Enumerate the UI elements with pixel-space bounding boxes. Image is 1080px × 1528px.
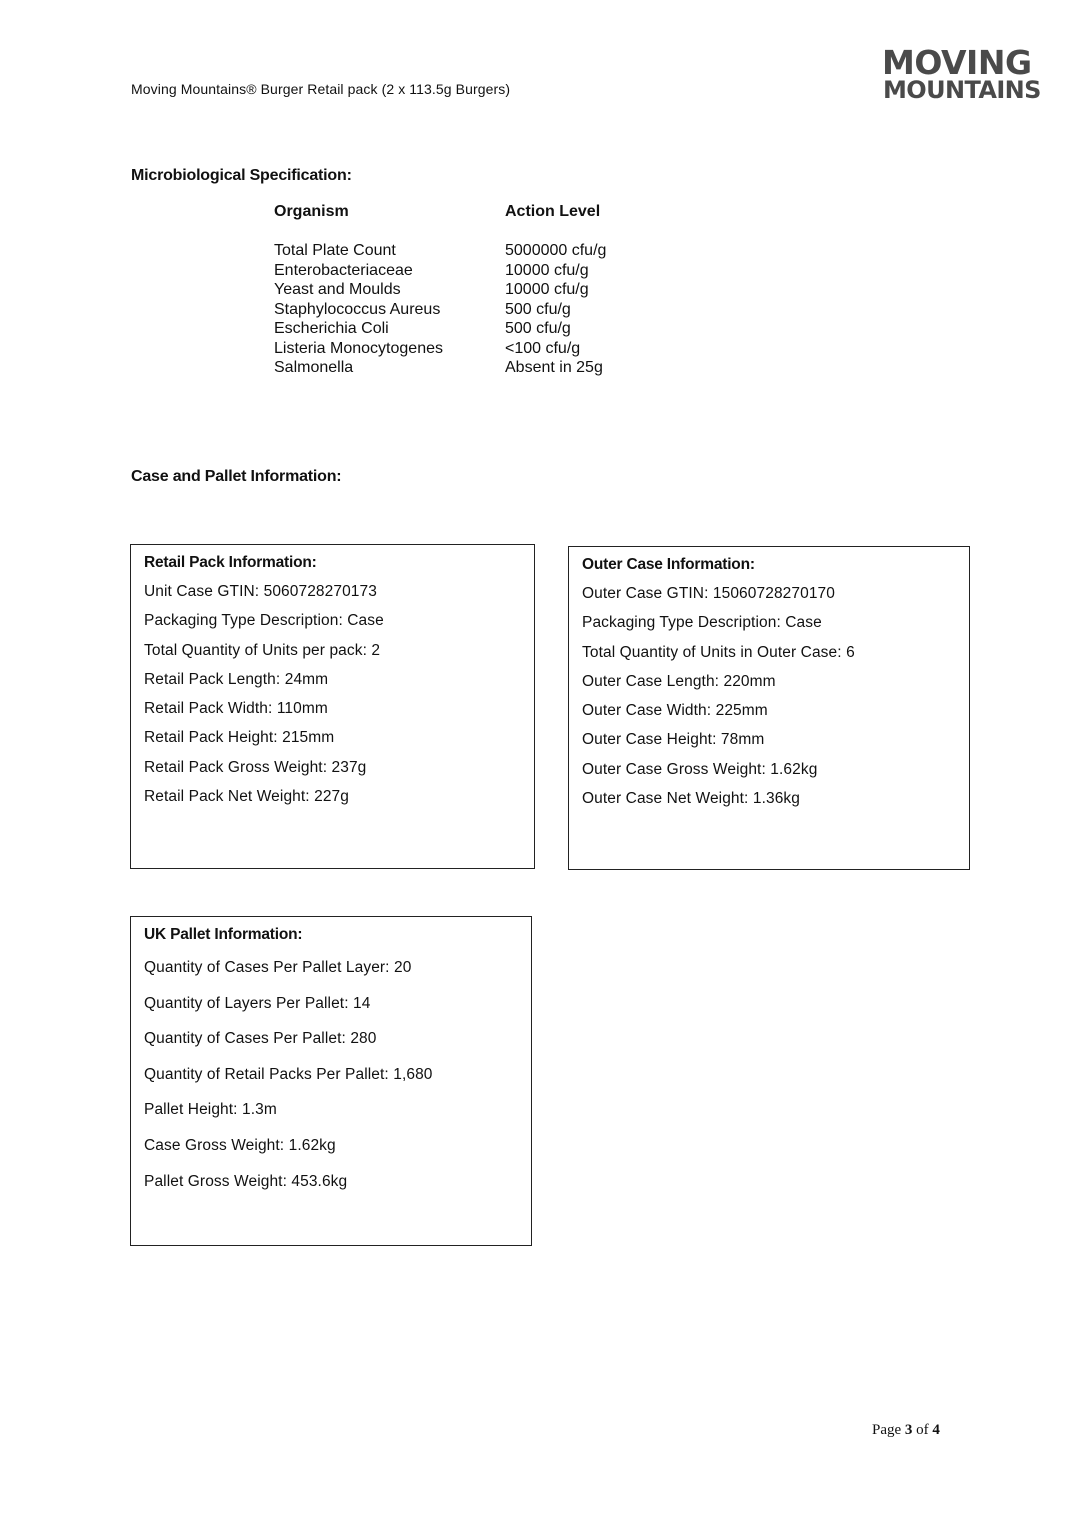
list-item: Retail Pack Net Weight: 227g — [144, 788, 349, 806]
page-of: of — [916, 1422, 929, 1438]
list-item: Retail Pack Gross Weight: 237g — [144, 758, 367, 776]
list-item: Packaging Type Description: Case — [144, 612, 384, 630]
list-item: Packaging Type Description: Case — [582, 614, 822, 632]
logo-line1: MOVING — [882, 43, 1032, 82]
action-level-cell: Absent in 25g — [505, 359, 603, 376]
uk-pallet-title: UK Pallet Information: — [144, 926, 303, 943]
action-level-cell: 500 cfu/g — [505, 320, 571, 337]
list-item: Unit Case GTIN: 5060728270173 — [144, 583, 377, 600]
organism-cell: Yeast and Moulds — [274, 281, 401, 298]
uk-pallet-info-box — [130, 916, 532, 1246]
action-level-column-header: Action Level — [505, 203, 601, 220]
action-level-cell: 10000 cfu/g — [505, 261, 589, 279]
organism-cell: Listeria Monocytogenes — [274, 339, 443, 357]
retail-pack-info-box — [130, 544, 535, 869]
page-current: 3 — [904, 1422, 913, 1438]
organism-column-header: Organism — [274, 203, 349, 220]
organism-cell: Salmonella — [274, 359, 354, 376]
list-item: Pallet Gross Weight: 453.6kg — [144, 1172, 348, 1190]
action-level-cell: 500 cfu/g — [505, 300, 571, 318]
list-item: Outer Case Net Weight: 1.36kg — [582, 790, 801, 808]
document-title: Moving Mountains® Burger Retail pack (2 x 113.5g Burgers) — [131, 81, 511, 97]
list-item: Pallet Height: 1.3m — [144, 1101, 277, 1119]
list-item: Outer Case Width: 225mm — [582, 702, 768, 720]
action-level-cell: 5000000 cfu/g — [505, 242, 607, 259]
list-item: Outer Case GTIN: 15060728270170 — [582, 585, 835, 602]
page-total: 4 — [932, 1422, 940, 1438]
moving-mountains-logo — [882, 43, 1048, 106]
list-item: Outer Case Height: 78mm — [582, 731, 765, 749]
list-item: Case Gross Weight: 1.62kg — [144, 1136, 336, 1154]
action-level-cell: 10000 cfu/g — [505, 281, 589, 298]
list-item: Total Quantity of Units per pack: 2 — [144, 641, 381, 659]
list-item: Retail Pack Height: 215mm — [144, 729, 335, 747]
logo-line2: MOUNTAINS — [883, 76, 1041, 104]
list-item: Total Quantity of Units in Outer Case: 6 — [582, 643, 855, 661]
micro-spec-heading: Microbiological Specification: — [131, 167, 352, 184]
list-item: Outer Case Gross Weight: 1.62kg — [582, 760, 818, 778]
retail-pack-title: Retail Pack Information: — [144, 554, 317, 571]
list-item: Retail Pack Width: 110mm — [144, 700, 328, 718]
list-item: Retail Pack Length: 24mm — [144, 670, 329, 688]
list-item: Quantity of Cases Per Pallet: 280 — [144, 1030, 377, 1048]
organism-cell: Staphylococcus Aureus — [274, 300, 441, 318]
list-item: Quantity of Cases Per Pallet Layer: 20 — [144, 959, 412, 976]
outer-case-info-box — [568, 546, 970, 870]
organism-cell: Total Plate Count — [274, 242, 396, 259]
list-item: Outer Case Length: 220mm — [582, 672, 776, 690]
page-word: Page — [872, 1422, 902, 1438]
organism-cell: Escherichia Coli — [274, 320, 389, 337]
organism-cell: Enterobacteriaceae — [274, 261, 413, 279]
list-item: Quantity of Retail Packs Per Pallet: 1,680 — [144, 1065, 433, 1083]
action-level-cell: <100 cfu/g — [505, 339, 581, 357]
list-item: Quantity of Layers Per Pallet: 14 — [144, 994, 371, 1012]
page-number — [872, 1422, 940, 1439]
outer-case-title: Outer Case Information: — [582, 556, 755, 573]
case-pallet-heading: Case and Pallet Information: — [131, 468, 342, 485]
